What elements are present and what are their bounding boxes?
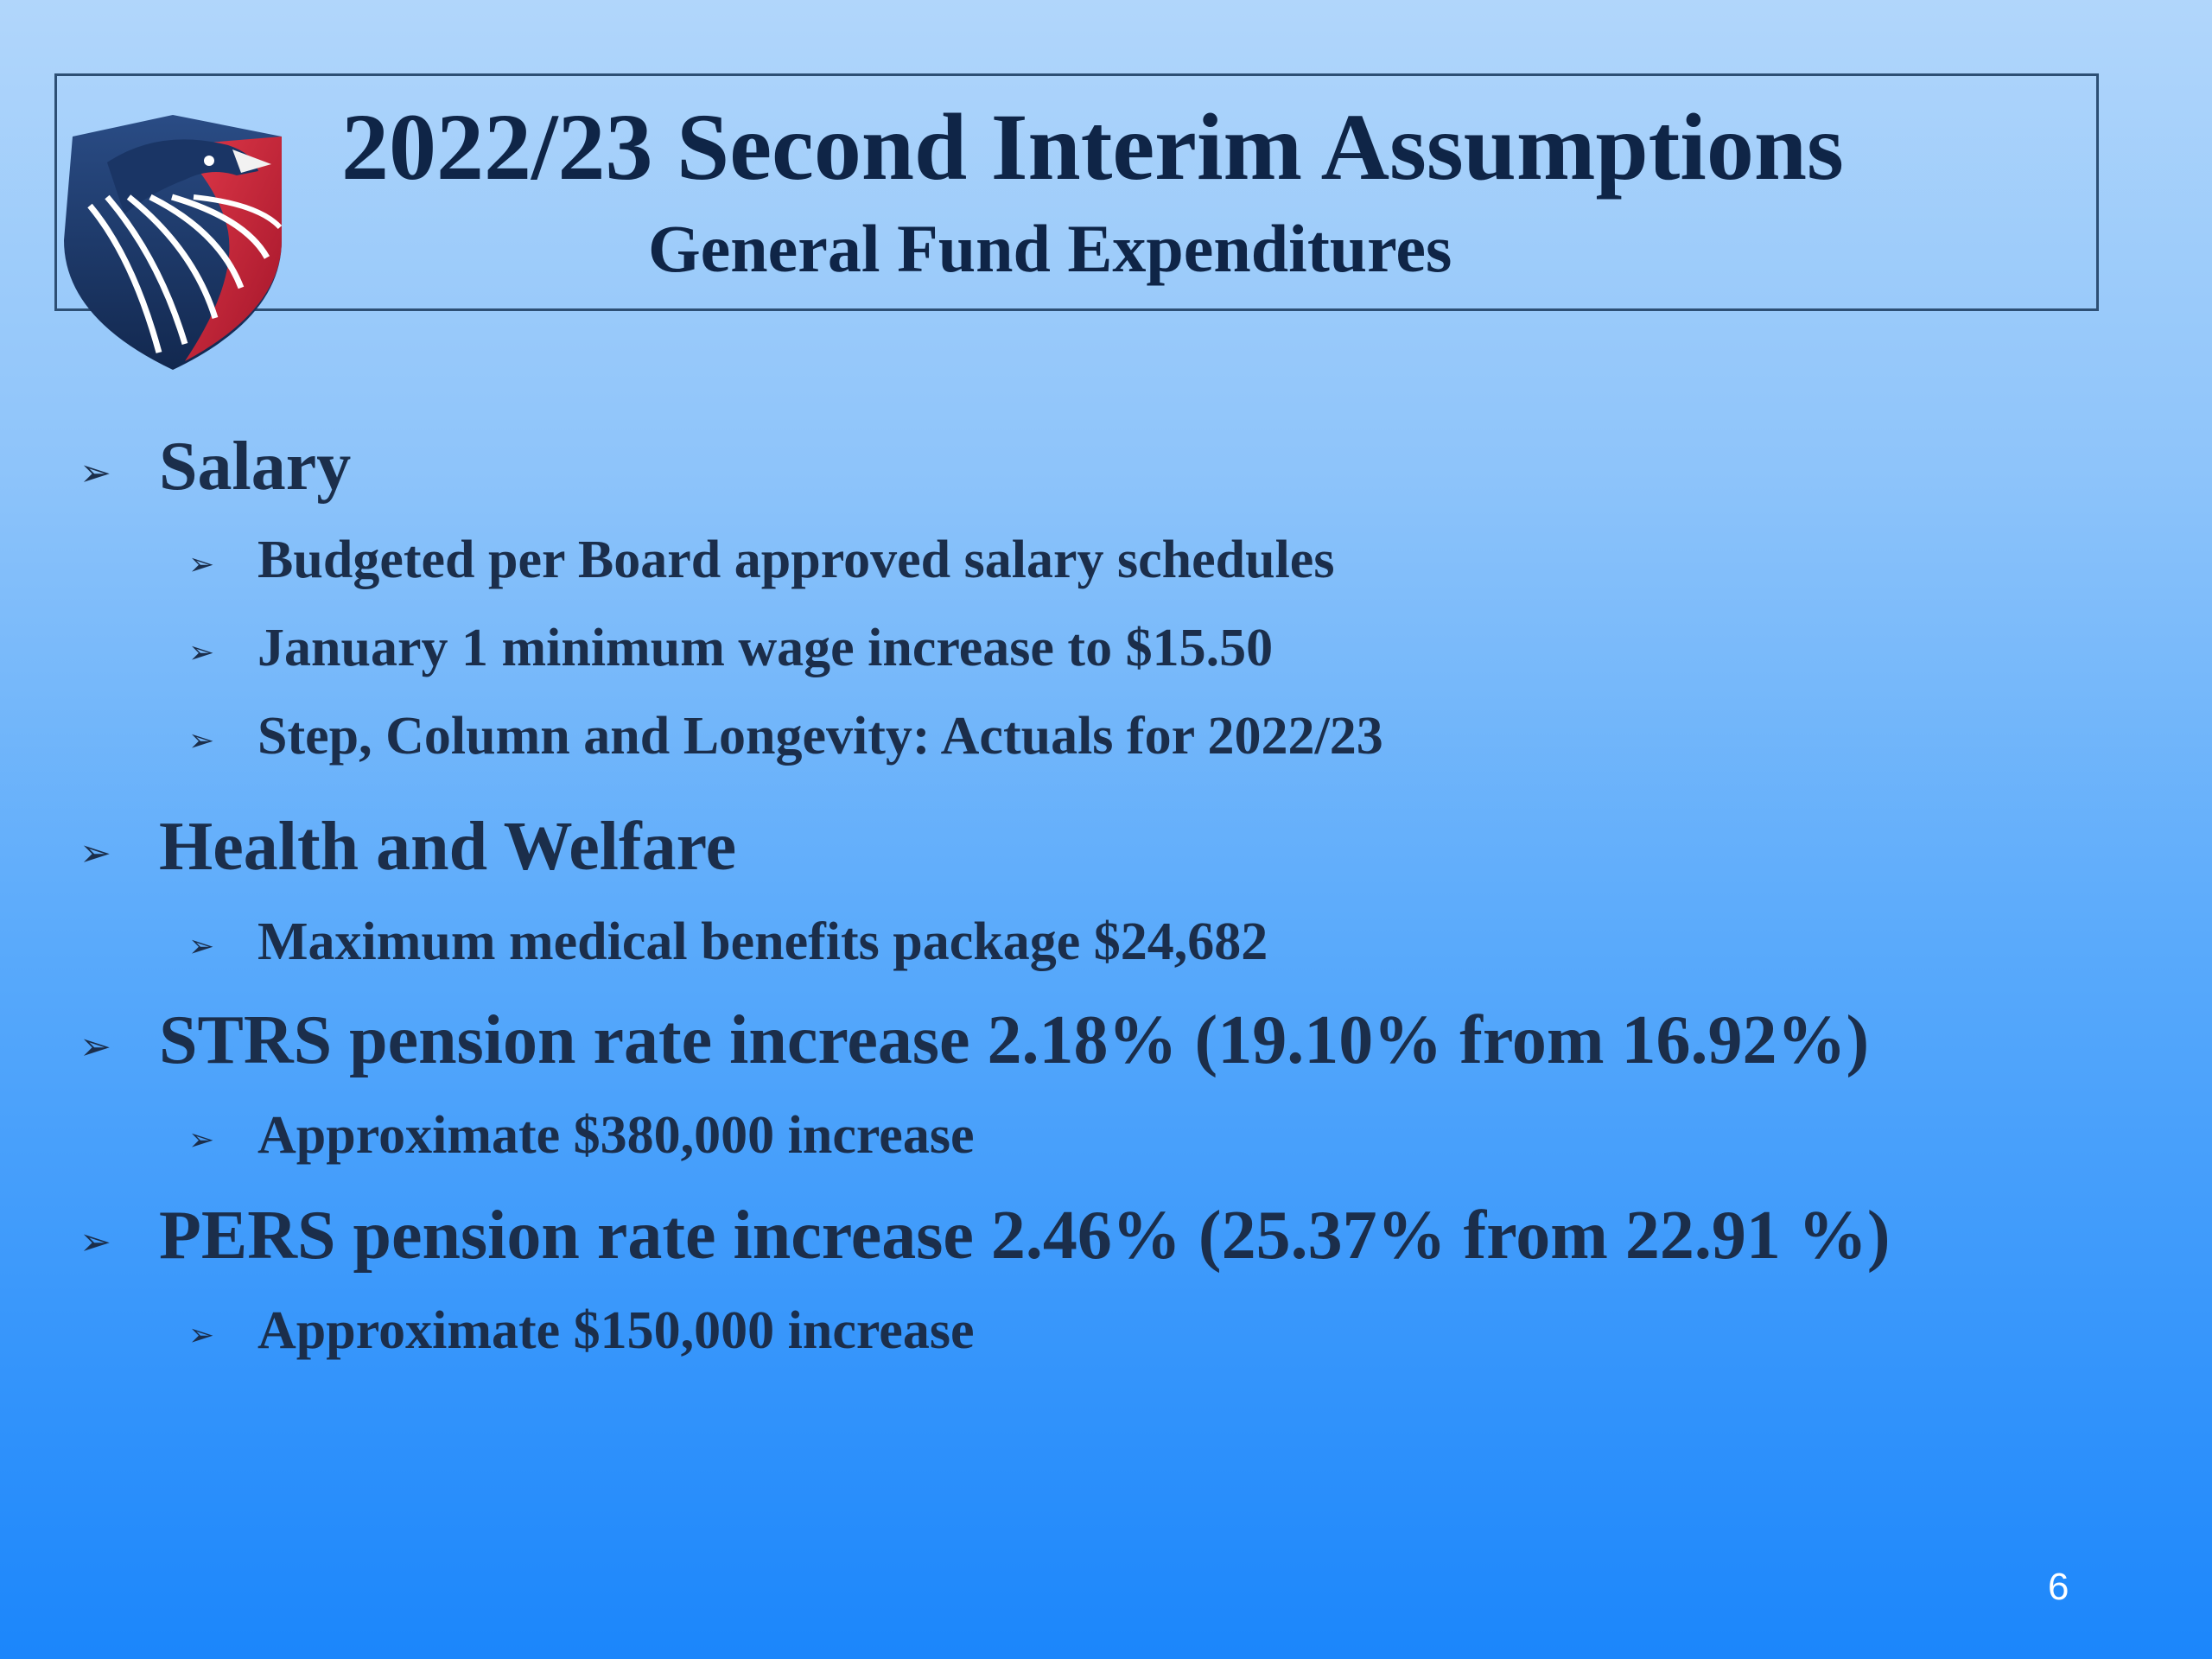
arrow-bullet-icon: ➢ <box>188 1317 215 1353</box>
bullet-text: Health and Welfare <box>159 809 737 885</box>
sub-bullet-text: Approximate $150,000 increase <box>257 1301 975 1360</box>
slide-title: 2022/23 Second Interim Assumptions <box>341 94 1844 200</box>
arrow-bullet-icon: ➢ <box>188 634 215 671</box>
arrow-bullet-icon: ➢ <box>79 450 111 495</box>
arrow-bullet-icon: ➢ <box>188 722 215 759</box>
sub-bullet <box>188 702 1383 776</box>
arrow-bullet-icon: ➢ <box>79 1024 111 1069</box>
sub-bullet-text: Budgeted per Board approved salary schedules <box>257 531 1335 589</box>
sub-bullet-text: Approximate $380,000 increase <box>257 1106 975 1165</box>
bullet-salary <box>79 423 351 517</box>
bullet-health-welfare <box>79 804 736 897</box>
sub-bullet <box>188 1296 974 1370</box>
arrow-bullet-icon: ➢ <box>188 928 215 964</box>
arrow-bullet-icon: ➢ <box>79 1219 111 1264</box>
sub-bullet <box>188 1101 974 1175</box>
arrow-bullet-icon: ➢ <box>188 546 215 582</box>
sub-bullet <box>188 525 1334 600</box>
bullet-text: STRS pension rate increase 2.18% (19.10% from 16.92%) <box>159 1002 1870 1078</box>
sub-bullet <box>188 907 1268 982</box>
slide-subtitle: General Fund Expenditures <box>648 211 1452 286</box>
sub-bullet <box>188 613 1273 688</box>
sub-bullet-text: Maximum medical benefits package $24,682 <box>257 912 1268 971</box>
arrow-bullet-icon: ➢ <box>188 1122 215 1158</box>
bullet-text: PERS pension rate increase 2.46% (25.37% from 22.91 %) <box>159 1198 1891 1274</box>
bullet-pers <box>79 1192 1891 1286</box>
sub-bullet-text: January 1 minimum wage increase to $15.50 <box>257 619 1274 677</box>
arrow-bullet-icon: ➢ <box>79 830 111 875</box>
sub-bullet-text: Step, Column and Longevity: Actuals for 2022/23 <box>257 707 1383 766</box>
bullet-strs <box>79 997 1869 1090</box>
bullet-text: Salary <box>159 429 352 505</box>
page-number: 6 <box>2048 1566 2069 1608</box>
